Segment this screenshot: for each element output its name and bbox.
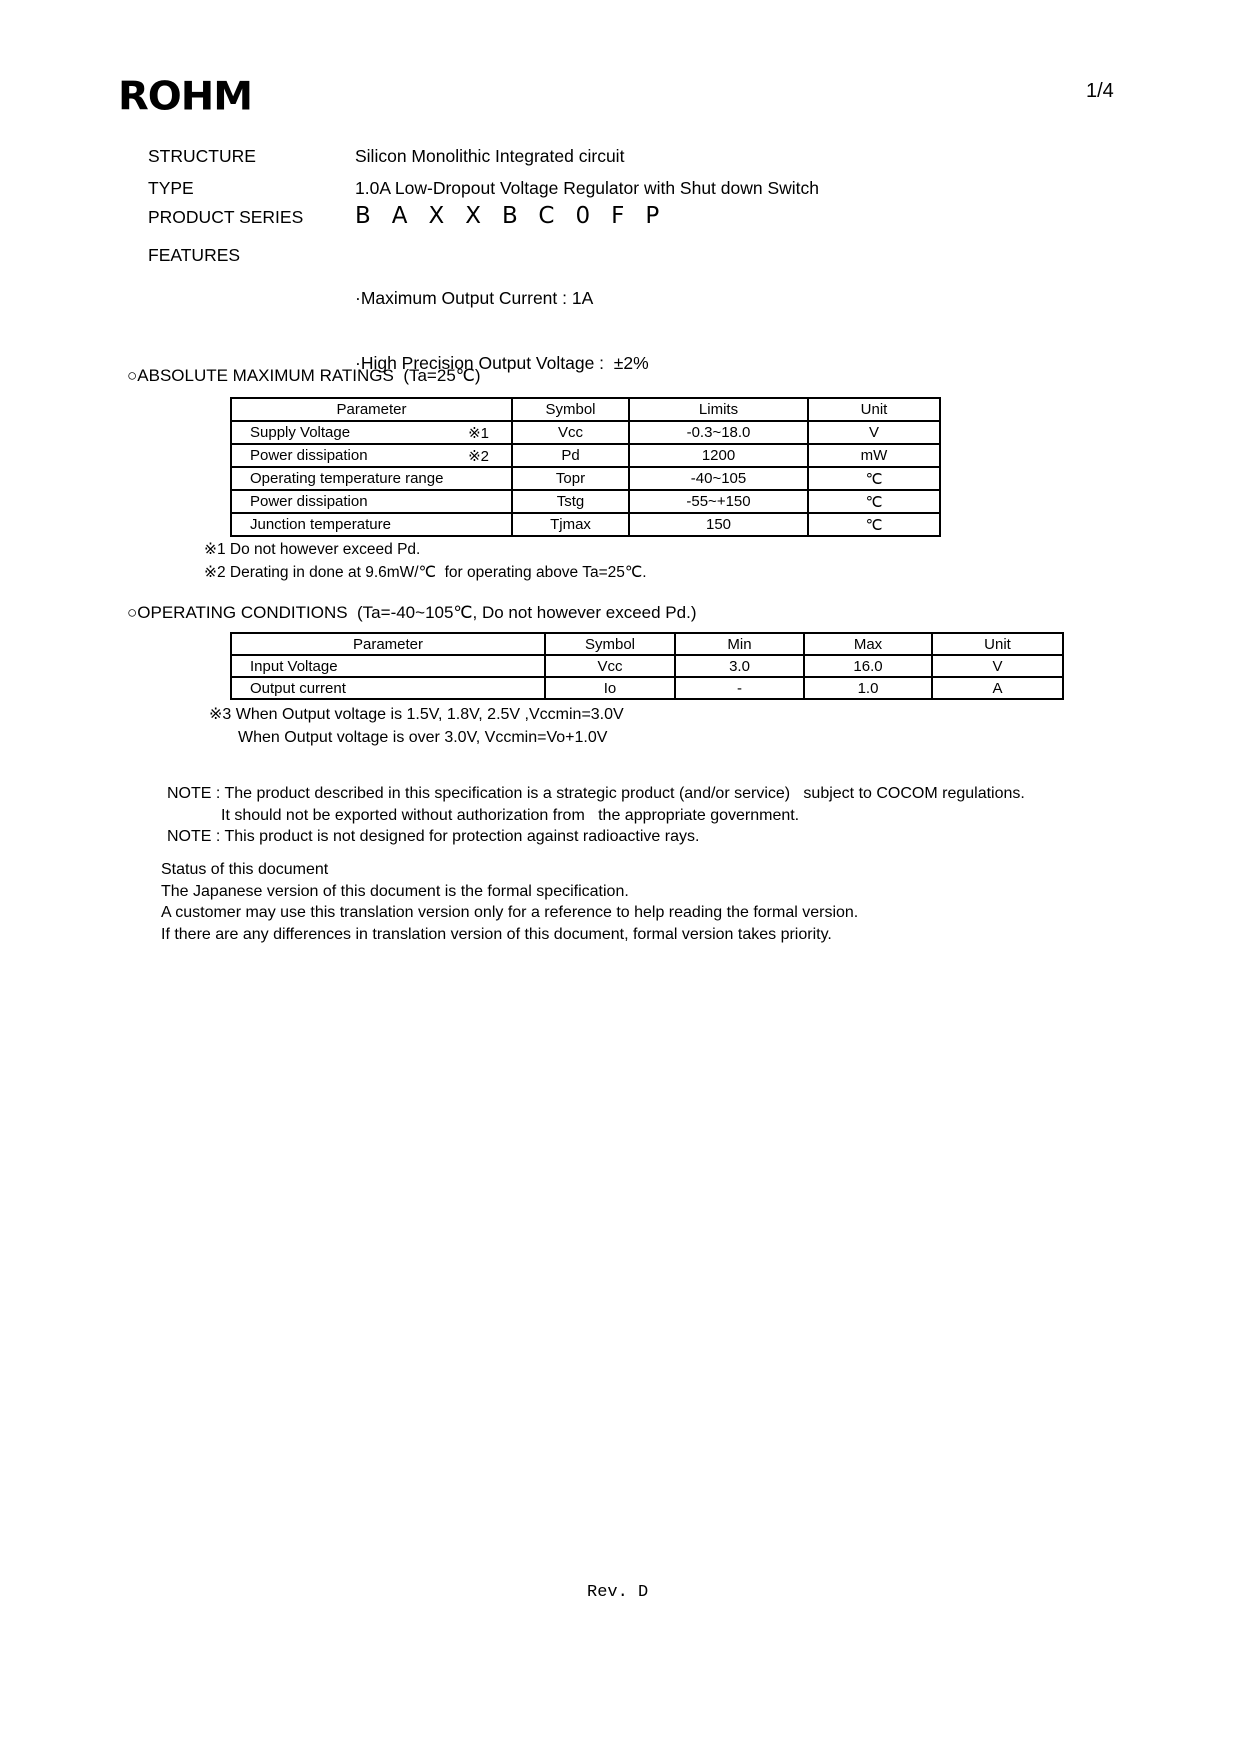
spec-row-features [148,245,649,417]
note-marker: ※2 [468,447,489,465]
features-label: FEATURES [148,245,241,265]
cell-symbol: Pd [512,444,629,467]
note-block [167,783,1025,848]
note-line: NOTE : The product described in this specification is a strategic product (and/or service) subject to COCOM regulations. [167,785,1025,802]
page-number: 1/4 [1086,80,1114,102]
cell-unit: V [932,655,1063,677]
cell-symbol: Vcc [512,421,629,444]
section-title-operating-conditions: ○OPERATING CONDITIONS (Ta=-40~105℃, Do not however exceed Pd.) [127,603,697,622]
note-marker: ※1 [468,424,489,442]
structure-value: Silicon Monolithic Integrated circuit [355,146,625,166]
oc-footnotes [209,704,624,749]
table-header-row [231,398,940,421]
cell-limits: -40~105 [629,467,808,490]
header-symbol: Symbol [545,633,675,655]
cell-parameter [231,677,545,699]
cell-min: 3.0 [675,655,804,677]
type-label: TYPE [148,178,194,198]
rohm-logo: ROHM [118,74,253,120]
cell-symbol: Topr [512,467,629,490]
cell-unit: ℃ [808,513,940,536]
cell-limits: 150 [629,513,808,536]
cell-symbol: Tjmax [512,513,629,536]
cell-unit: ℃ [808,467,940,490]
header-unit: Unit [808,398,940,421]
table-header-row [231,633,1063,655]
table-row [231,490,940,513]
absolute-maximum-ratings-table [230,397,941,537]
parameter-text: Output current [250,679,346,697]
feature-item: ·High Precision Output Voltage : ±2% [355,353,649,373]
table-row [231,421,940,444]
status-block [161,859,858,945]
operating-conditions-table [230,632,1064,700]
section-title-absolute-maximum-ratings: ○ABSOLUTE MAXIMUM RATINGS (Ta=25℃) [127,366,481,385]
feature-item: ·Maximum Output Current : 1A [355,288,594,308]
parameter-text: Operating temperature range [250,470,444,487]
table-row [231,513,940,536]
cell-symbol: Vcc [545,655,675,677]
cell-limits: -0.3~18.0 [629,421,808,444]
spec-row-product-series [148,203,681,233]
cell-parameter [231,513,512,536]
cell-unit: A [932,677,1063,699]
note-line: NOTE : This product is not designed for protection against radioactive rays. [167,828,700,845]
cell-min: - [675,677,804,699]
cell-parameter [231,421,512,444]
parameter-text: Supply Voltage [250,424,351,441]
parameter-text: Power dissipation [250,447,368,464]
cell-max: 1.0 [804,677,932,699]
amr-footnotes [204,539,647,584]
header-max: Max [804,633,932,655]
parameter-text: Power dissipation [250,493,368,510]
type-value: 1.0A Low-Dropout Voltage Regulator with Shut down Switch [355,178,820,198]
revision-label: Rev. D [587,1583,649,1602]
cell-max: 16.0 [804,655,932,677]
status-title: Status of this document [161,861,329,878]
spec-row-structure [148,146,624,167]
note-line: It should not be exported without authorization from the appropriate government. [221,806,800,824]
footnote: ※2 Derating in done at 9.6mW/℃ for operating above Ta=25℃. [204,563,647,581]
header-parameter: Parameter [231,398,512,421]
table-row [231,444,940,467]
table-row [231,655,1063,677]
table-row [231,677,1063,699]
spec-row-type [148,178,819,199]
structure-label: STRUCTURE [148,146,256,166]
cell-unit: ℃ [808,490,940,513]
cell-limits: -55~+150 [629,490,808,513]
header-symbol: Symbol [512,398,629,421]
footnote: When Output voltage is over 3.0V, Vccmin=Vo+1.0V [238,728,608,746]
header-min: Min [675,633,804,655]
parameter-text: Junction temperature [250,516,391,533]
header-limits: Limits [629,398,808,421]
parameter-text: Input Voltage [250,657,338,675]
product-series-value: BAXXBC0FP [355,203,681,229]
cell-parameter [231,444,512,467]
table-row [231,467,940,490]
cell-parameter [231,467,512,490]
status-line: The Japanese version of this document is the formal specification. [161,882,629,900]
cell-parameter [231,655,545,677]
cell-parameter [231,490,512,513]
status-line: A customer may use this translation version only for a reference to help reading the formal version. [161,904,859,921]
header-unit: Unit [932,633,1063,655]
cell-symbol: Io [545,677,675,699]
footnote: ※3 When Output voltage is 1.5V, 1.8V, 2.5V ,Vccmin=3.0V [209,706,624,723]
status-line: If there are any differences in translation version of this document, formal version takes priority. [161,925,832,943]
product-series-label: PRODUCT SERIES [148,207,304,227]
cell-unit: mW [808,444,940,467]
cell-symbol: Tstg [512,490,629,513]
header-parameter: Parameter [231,633,545,655]
footnote: ※1 Do not however exceed Pd. [204,541,421,558]
features-list [355,245,649,417]
cell-limits: 1200 [629,444,808,467]
cell-unit: V [808,421,940,444]
